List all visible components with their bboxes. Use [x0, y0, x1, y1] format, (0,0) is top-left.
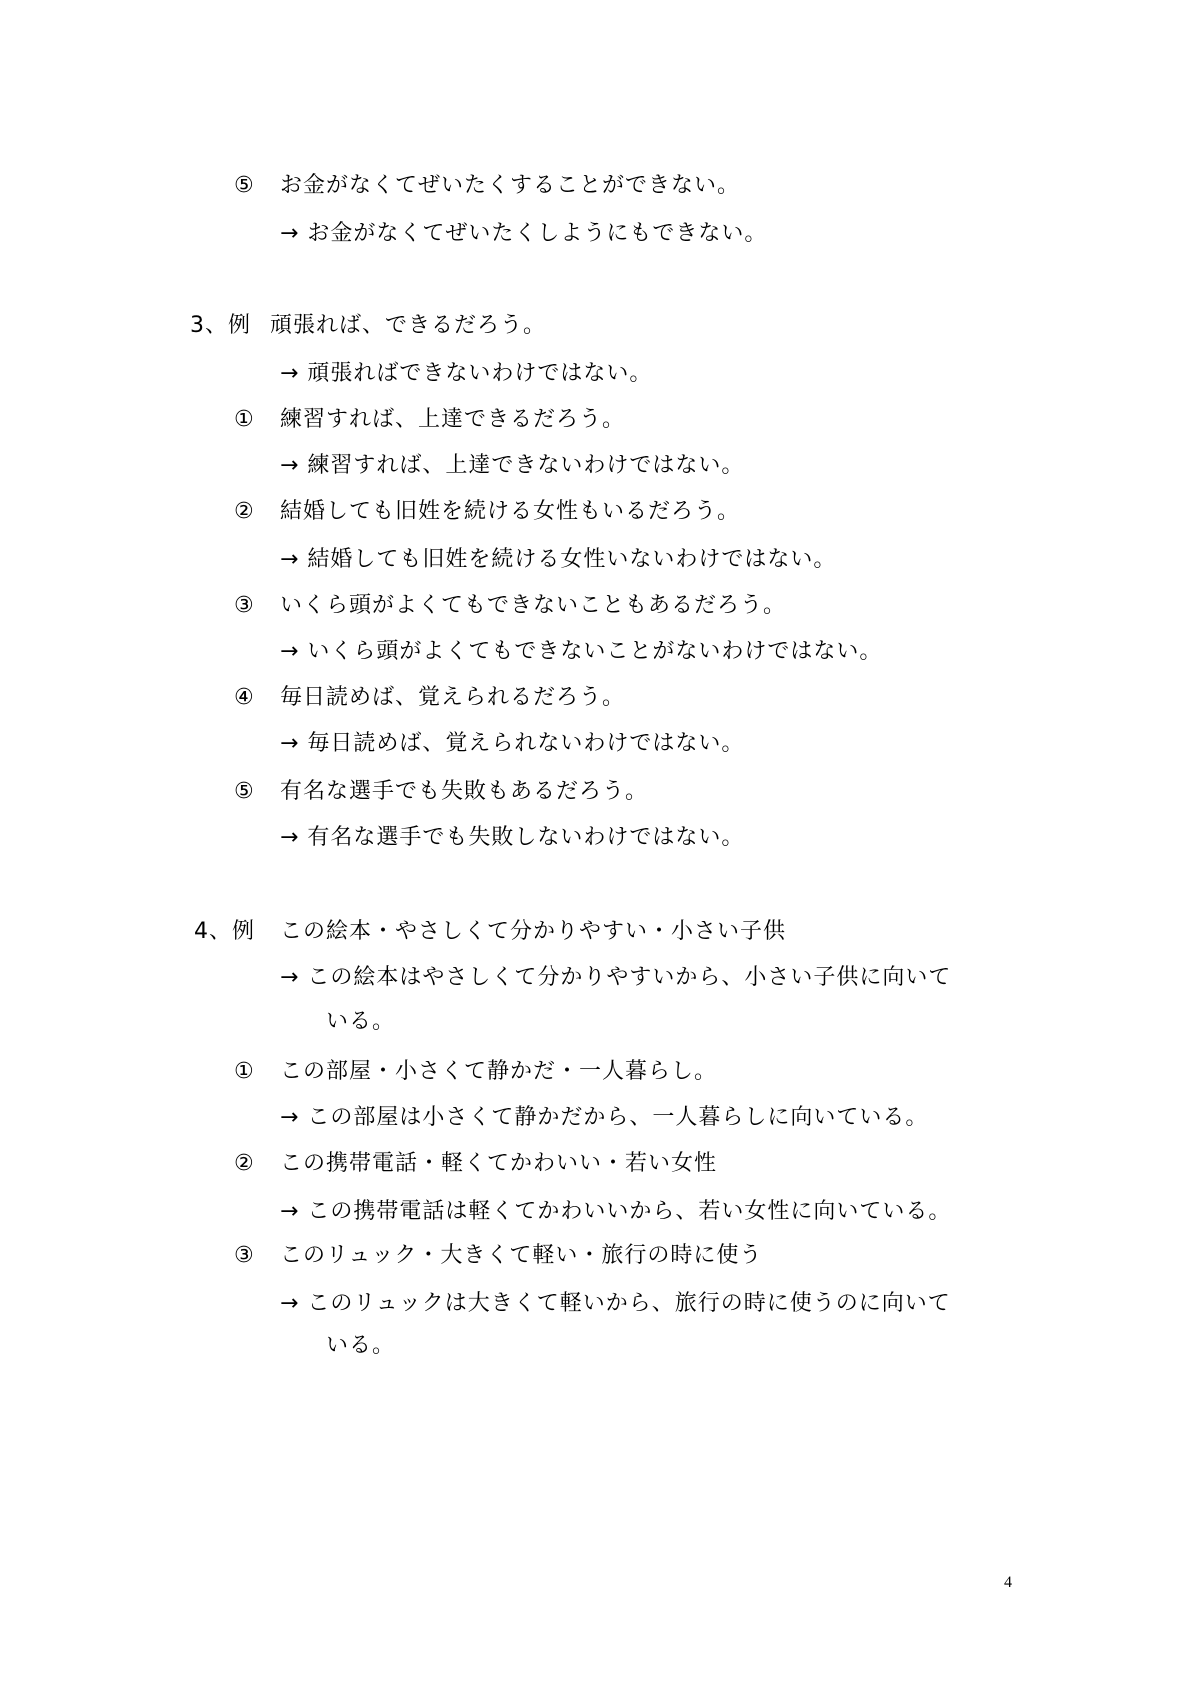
item-marker: ③ — [234, 1243, 254, 1268]
example-answer: → 頑張ればできないわけではない。 — [280, 361, 653, 386]
item-marker: ④ — [234, 685, 254, 710]
item-marker: ② — [234, 499, 254, 524]
exercise-answer: → この携帯電話は軽くてかわいいから、若い女性に向いている。 — [280, 1199, 952, 1224]
example-question: 頑張れば、できるだろう。 — [270, 313, 547, 338]
exercise-answer: → 有名な選手でも失敗しないわけではない。 — [280, 825, 745, 850]
exercise-question: 練習すれば、上達できるだろう。 — [280, 407, 626, 432]
example-question: この絵本・やさしくて分かりやすい・小さい子供 — [280, 919, 787, 944]
exercise-answer: → いくら頭がよくてもできないことがないわけではない。 — [280, 639, 883, 664]
exercise-answer: → 練習すれば、上達できないわけではない。 — [280, 453, 745, 478]
exercise-question: このリュック・大きくて軽い・旅行の時に使う — [280, 1243, 763, 1268]
item-marker: ② — [234, 1151, 254, 1176]
example-answer-continued: いる。 — [326, 1009, 396, 1034]
exercise-question: この携帯電話・軽くてかわいい・若い女性 — [280, 1151, 718, 1176]
item-marker: ① — [234, 407, 254, 432]
item-marker: ⑤ — [234, 173, 254, 198]
exercise-question: お金がなくてぜいたくすることができない。 — [280, 173, 741, 198]
item-marker: ① — [234, 1059, 254, 1084]
exercise-answer-continued: いる。 — [326, 1333, 396, 1358]
exercise-question: いくら頭がよくてもできないこともあるだろう。 — [280, 593, 787, 618]
exercise-answer: → 結婚しても旧姓を続ける女性いないわけではない。 — [280, 547, 837, 572]
exercise-question: 結婚しても旧姓を続ける女性もいるだろう。 — [280, 499, 741, 524]
section-label: 4、例 — [194, 919, 255, 944]
section-label: 3、例 — [190, 313, 251, 338]
exercise-question: この部屋・小さくて静かだ・一人暮らし。 — [280, 1059, 718, 1084]
exercise-question: 有名な選手でも失敗もあるだろう。 — [280, 779, 649, 804]
page-number: 4 — [1004, 1574, 1012, 1591]
item-marker: ③ — [234, 593, 254, 618]
exercise-question: 毎日読めば、覚えられるだろう。 — [280, 685, 626, 710]
example-answer: → この絵本はやさしくて分かりやすいから、小さい子供に向いて — [280, 965, 952, 990]
exercise-answer: → この部屋は小さくて静かだから、一人暮らしに向いている。 — [280, 1105, 929, 1130]
item-marker: ⑤ — [234, 779, 254, 804]
exercise-answer: → このリュックは大きくて軽いから、旅行の時に使うのに向いて — [280, 1291, 951, 1316]
exercise-answer: → お金がなくてぜいたくしようにもできない。 — [280, 221, 768, 246]
exercise-answer: → 毎日読めば、覚えられないわけではない。 — [280, 731, 745, 756]
